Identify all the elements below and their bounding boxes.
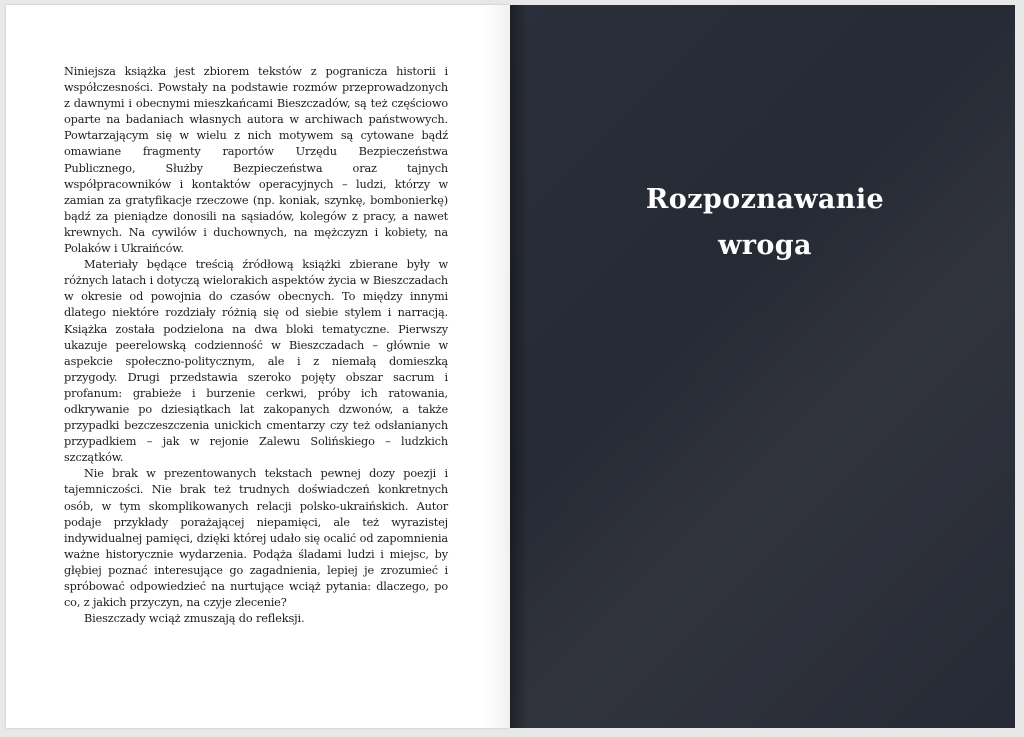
right-page <box>510 5 1015 728</box>
paragraph-2: Materiały będące treścią źródłową książki zbierane były w różnych latach i dotyczą wielorakich aspektów życia w Bieszczadach w okresie od powojnia do czasów obecnych. To między innymi dlatego niektóre rozdziały różnią się od siebie stylem i narracją. Książka została podzielona na dwa bloki tematyczne. Pierwszy ukazuje peerelowską codzienność w Bieszczadach – głównie w aspekcie społeczno-politycznym, ale i z niemałą domieszką przygody. Drugi przedstawia szeroko pojęty obszar sacrum i profanum: grabieże i burzenie cerkwi, próby ich ratowania, odkrywanie po dziesiątkach lat zakopanych dzwonów, a także przypadki bezczeszczenia unickich cmentarzy czy też odsłanianych przypadkiem – jak w rejonie Zalewu Solińskiego – ludzkich szczątków. <box>64 258 448 465</box>
chapter-title-line-1: Rozpoznawanie <box>645 184 885 215</box>
chapter-title <box>510 177 1015 269</box>
paragraph-1: Niniejsza książka jest zbiorem tekstów z pogranicza historii i współczesności. Powstały na podstawie rozmów przeprowadzonych z dawnymi i obecnymi mieszkańcami Bieszczadów, są też częściowo oparte na badaniach własnych autora w archiwach państwowych. Powtarzającym się w wielu z nich motywem są cytowane bądź omawiane fragmenty raportów Urzędu Bezpieczeństwa Publicznego, Służby Bezpieczeństwa oraz tajnych współpracowników i kontaktów operacyjnych – ludzi, którzy w zamian za gratyfikacje rzeczowe (np. koniak, szynkę, bombonierkę) bądź za pieniądze donosili na sąsiadów, kolegów z pracy, a nawet krewnych. Na cywilów i duchownych, na mężczyzn i kobiety, na Polaków i Ukraińców. <box>64 65 448 256</box>
chapter-title-line-2: wroga <box>718 230 812 261</box>
left-page <box>6 5 510 728</box>
body-text <box>64 64 448 627</box>
paragraph-4: Bieszczady wciąż zmuszają do refleksji. <box>84 612 305 626</box>
paragraph-3: Nie brak w prezentowanych tekstach pewnej dozy poezji i tajemniczości. Nie brak też trudnych doświadczeń konkretnych osób, w tym skomplikowanych relacji polsko-ukraińskich. Autor podaje przykłady porażającej niepamięci, ale też wyrazistej indywidualnej pamięci, dzięki której udało się ocalić od zapomnienia ważne historycznie wydarzenia. Podąża śladami ludzi i miejsc, by głębiej poznać interesujące go zagadnienia, lepiej je zrozumieć i spróbować odpowiedzieć na nurtujące wciąż pytania: dlaczego, po co, z jakich przyczyn, na czyje zlecenie? <box>64 467 448 610</box>
